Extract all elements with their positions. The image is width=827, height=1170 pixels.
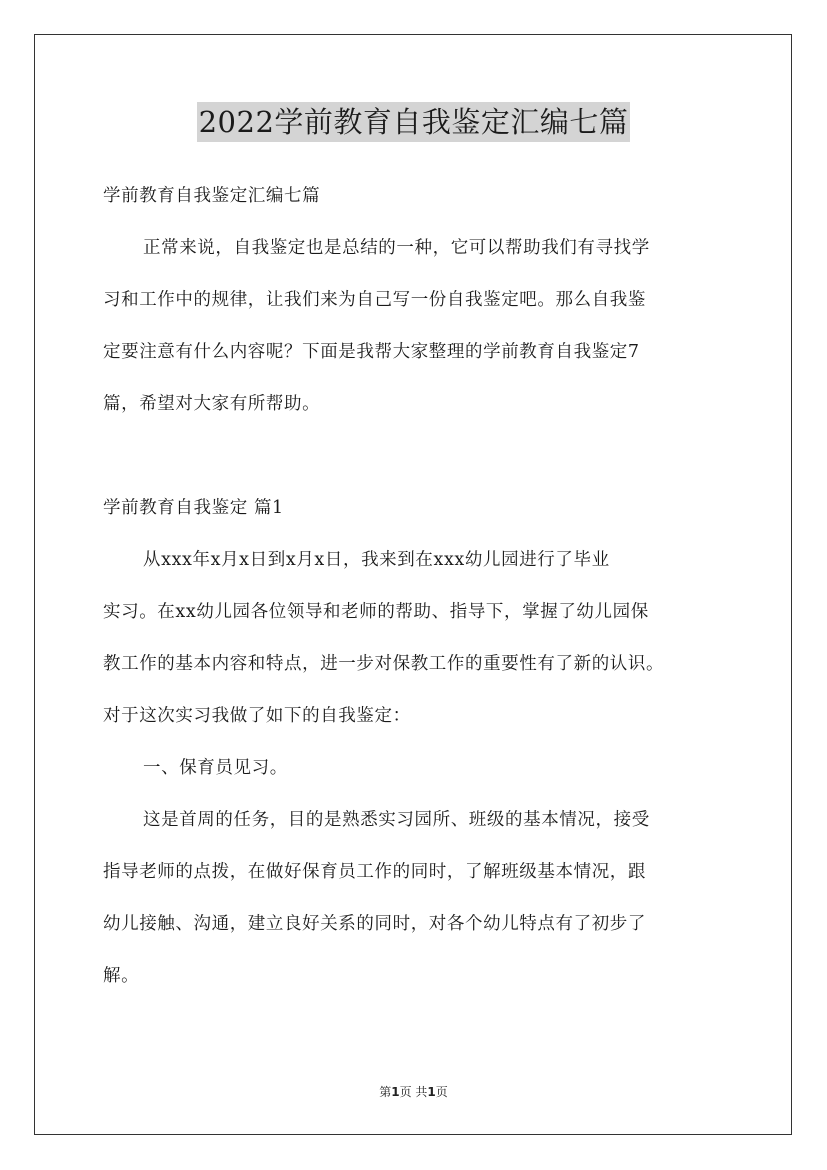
text-line: 篇，希望对大家有所帮助。 [103, 394, 321, 414]
text-line: 对于这次实习我做了如下的自我鉴定： [103, 706, 411, 726]
text-line: 正常来说，自我鉴定也是总结的一种，它可以帮助我们有寻找学 [143, 238, 650, 258]
document-title: 2022学前教育自我鉴定汇编七篇 [197, 102, 631, 142]
text-line: 从xxx年x月x日到x月x日，我来到在xxx幼儿园进行了毕业 [143, 550, 610, 570]
text-line: 幼儿接触、沟通，建立良好关系的同时，对各个幼儿特点有了初步了 [103, 914, 646, 934]
text-line: 指导老师的点拨，在做好保育员工作的同时，了解班级基本情况，跟 [103, 862, 646, 882]
text-line: 实习。在xx幼儿园各位领导和老师的帮助、指导下，掌握了幼儿园保 [103, 602, 649, 622]
document-body [103, 170, 743, 1002]
title-container [0, 102, 827, 142]
text-line: 教工作的基本内容和特点，进一步对保教工作的重要性有了新的认识。 [103, 654, 665, 674]
text-line: 这是首周的任务，目的是熟悉实习园所、班级的基本情况，接受 [143, 810, 650, 830]
text-line: 学前教育自我鉴定 篇1 [103, 498, 284, 518]
page-total: 1 [427, 1085, 436, 1099]
page-prefix: 第 [379, 1085, 392, 1099]
page-footer [0, 1083, 827, 1100]
text-line: 习和工作中的规律，让我们来为自己写一份自我鉴定吧。那么自我鉴 [103, 290, 646, 310]
text-line: 定要注意有什么内容呢？下面是我帮大家整理的学前教育自我鉴定7 [103, 342, 640, 362]
text-line: 一、保育员见习。 [143, 758, 288, 778]
page-suffix: 页 [435, 1085, 448, 1099]
text-line: 学前教育自我鉴定汇编七篇 [103, 186, 321, 206]
blank-line [103, 430, 743, 482]
page-current: 1 [391, 1085, 400, 1099]
text-line: 解。 [103, 966, 140, 986]
page-mid: 页 共 [399, 1085, 428, 1099]
